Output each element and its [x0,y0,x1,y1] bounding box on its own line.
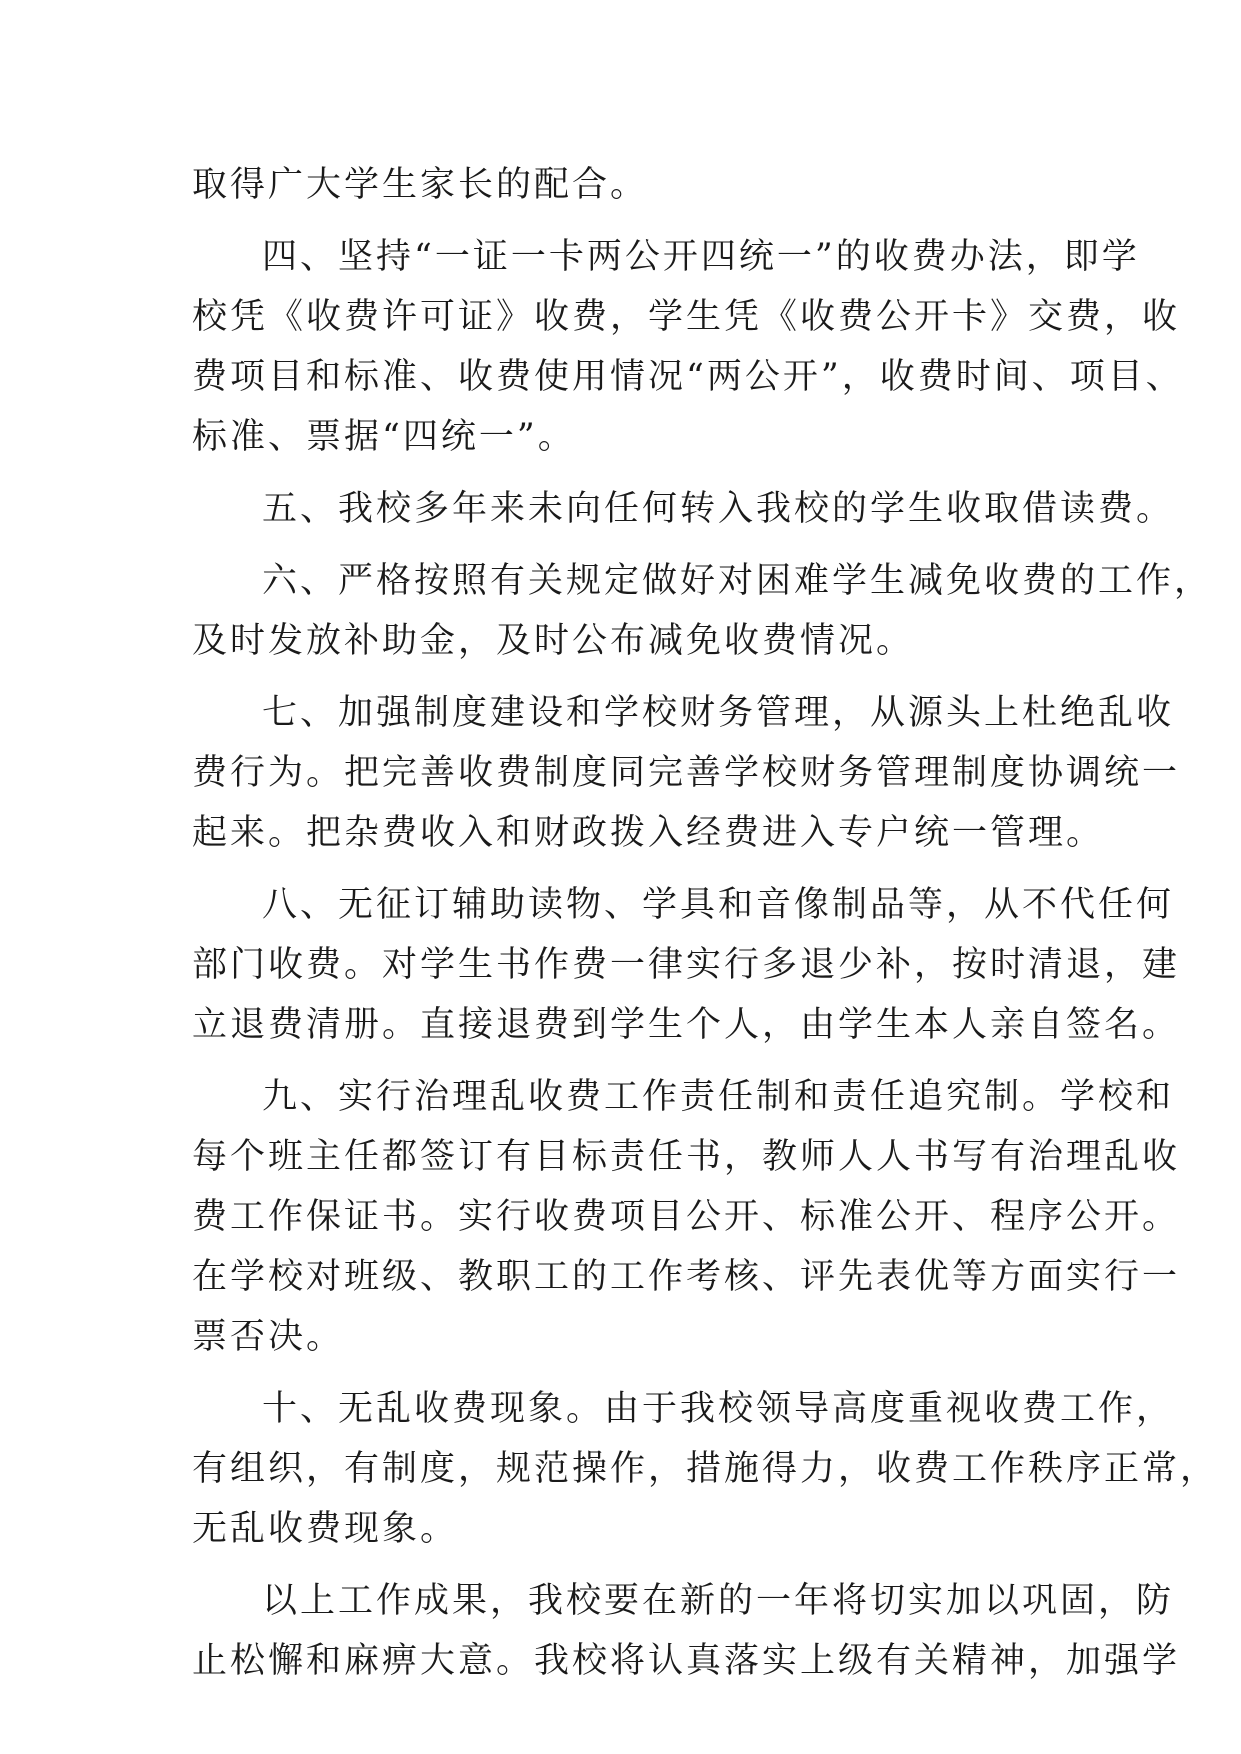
text-line: 五、我校多年来未向任何转入我校的学生收取借读费。 [262,489,1175,529]
document-body [192,155,1219,1691]
text-line: 及时发放补助金，及时公布减免收费情况。 [192,621,915,661]
paragraph-item-9 [192,1067,1181,1367]
paragraph-item-8 [192,875,1181,1055]
text-line: 六、严格按照有关规定做好对困难学生减免收费的工作， [262,561,1213,601]
text-line: 票否决。 [192,1317,345,1357]
text-line: 在学校对班级、教职工的工作考核、评先表优等方面实行一 [192,1257,1181,1297]
text-line: 有组织，有制度，规范操作，措施得力，收费工作秩序正常， [192,1449,1219,1489]
text-line: 四、坚持“一证一卡两公开四统一”的收费办法，即学 [262,237,1140,277]
text-line: 费行为。把完善收费制度同完善学校财务管理制度协调统一 [192,753,1181,793]
text-line: 以上工作成果，我校要在新的一年将切实加以巩固，防 [262,1581,1175,1621]
text-line: 每个班主任都签订有目标责任书，教师人人书写有治理乱收 [192,1137,1181,1177]
paragraph-item-5 [192,479,1175,539]
text-line: 起来。把杂费收入和财政拨入经费进入专户统一管理。 [192,813,1105,853]
text-line: 立退费清册。直接退费到学生个人，由学生本人亲自签名。 [192,1005,1181,1045]
paragraph-item-6 [192,551,1213,671]
paragraph-continuation [192,155,1072,215]
text-line: 无乱收费现象。 [192,1509,459,1549]
text-line: 七、加强制度建设和学校财务管理，从源头上杜绝乱收 [262,693,1175,733]
text-line: 九、实行治理乱收费工作责任制和责任追究制。学校和 [262,1077,1175,1117]
text-line: 部门收费。对学生书作费一律实行多退少补，按时清退，建 [192,945,1181,985]
text-line: 十、无乱收费现象。由于我校领导高度重视收费工作， [262,1389,1175,1429]
paragraph-item-7 [192,683,1181,863]
paragraph-item-10 [192,1379,1219,1559]
text-line: 八、无征订辅助读物、学具和音像制品等，从不代任何 [262,885,1175,925]
paragraph-conclusion [192,1571,1181,1691]
paragraph-item-4 [192,227,1184,467]
text-line: 校凭《收费许可证》收费，学生凭《收费公开卡》交费，收 [192,297,1181,337]
text-line: 止松懈和麻痹大意。我校将认真落实上级有关精神，加强学 [192,1641,1181,1681]
text-line: 费项目和标准、收费使用情况“两公开”，收费时间、项目、 [192,357,1184,397]
text-line: 标准、票据“四统一”。 [192,417,576,457]
text-line: 费工作保证书。实行收费项目公开、标准公开、程序公开。 [192,1197,1181,1237]
text-line: 取得广大学生家长的配合。 [192,165,649,205]
